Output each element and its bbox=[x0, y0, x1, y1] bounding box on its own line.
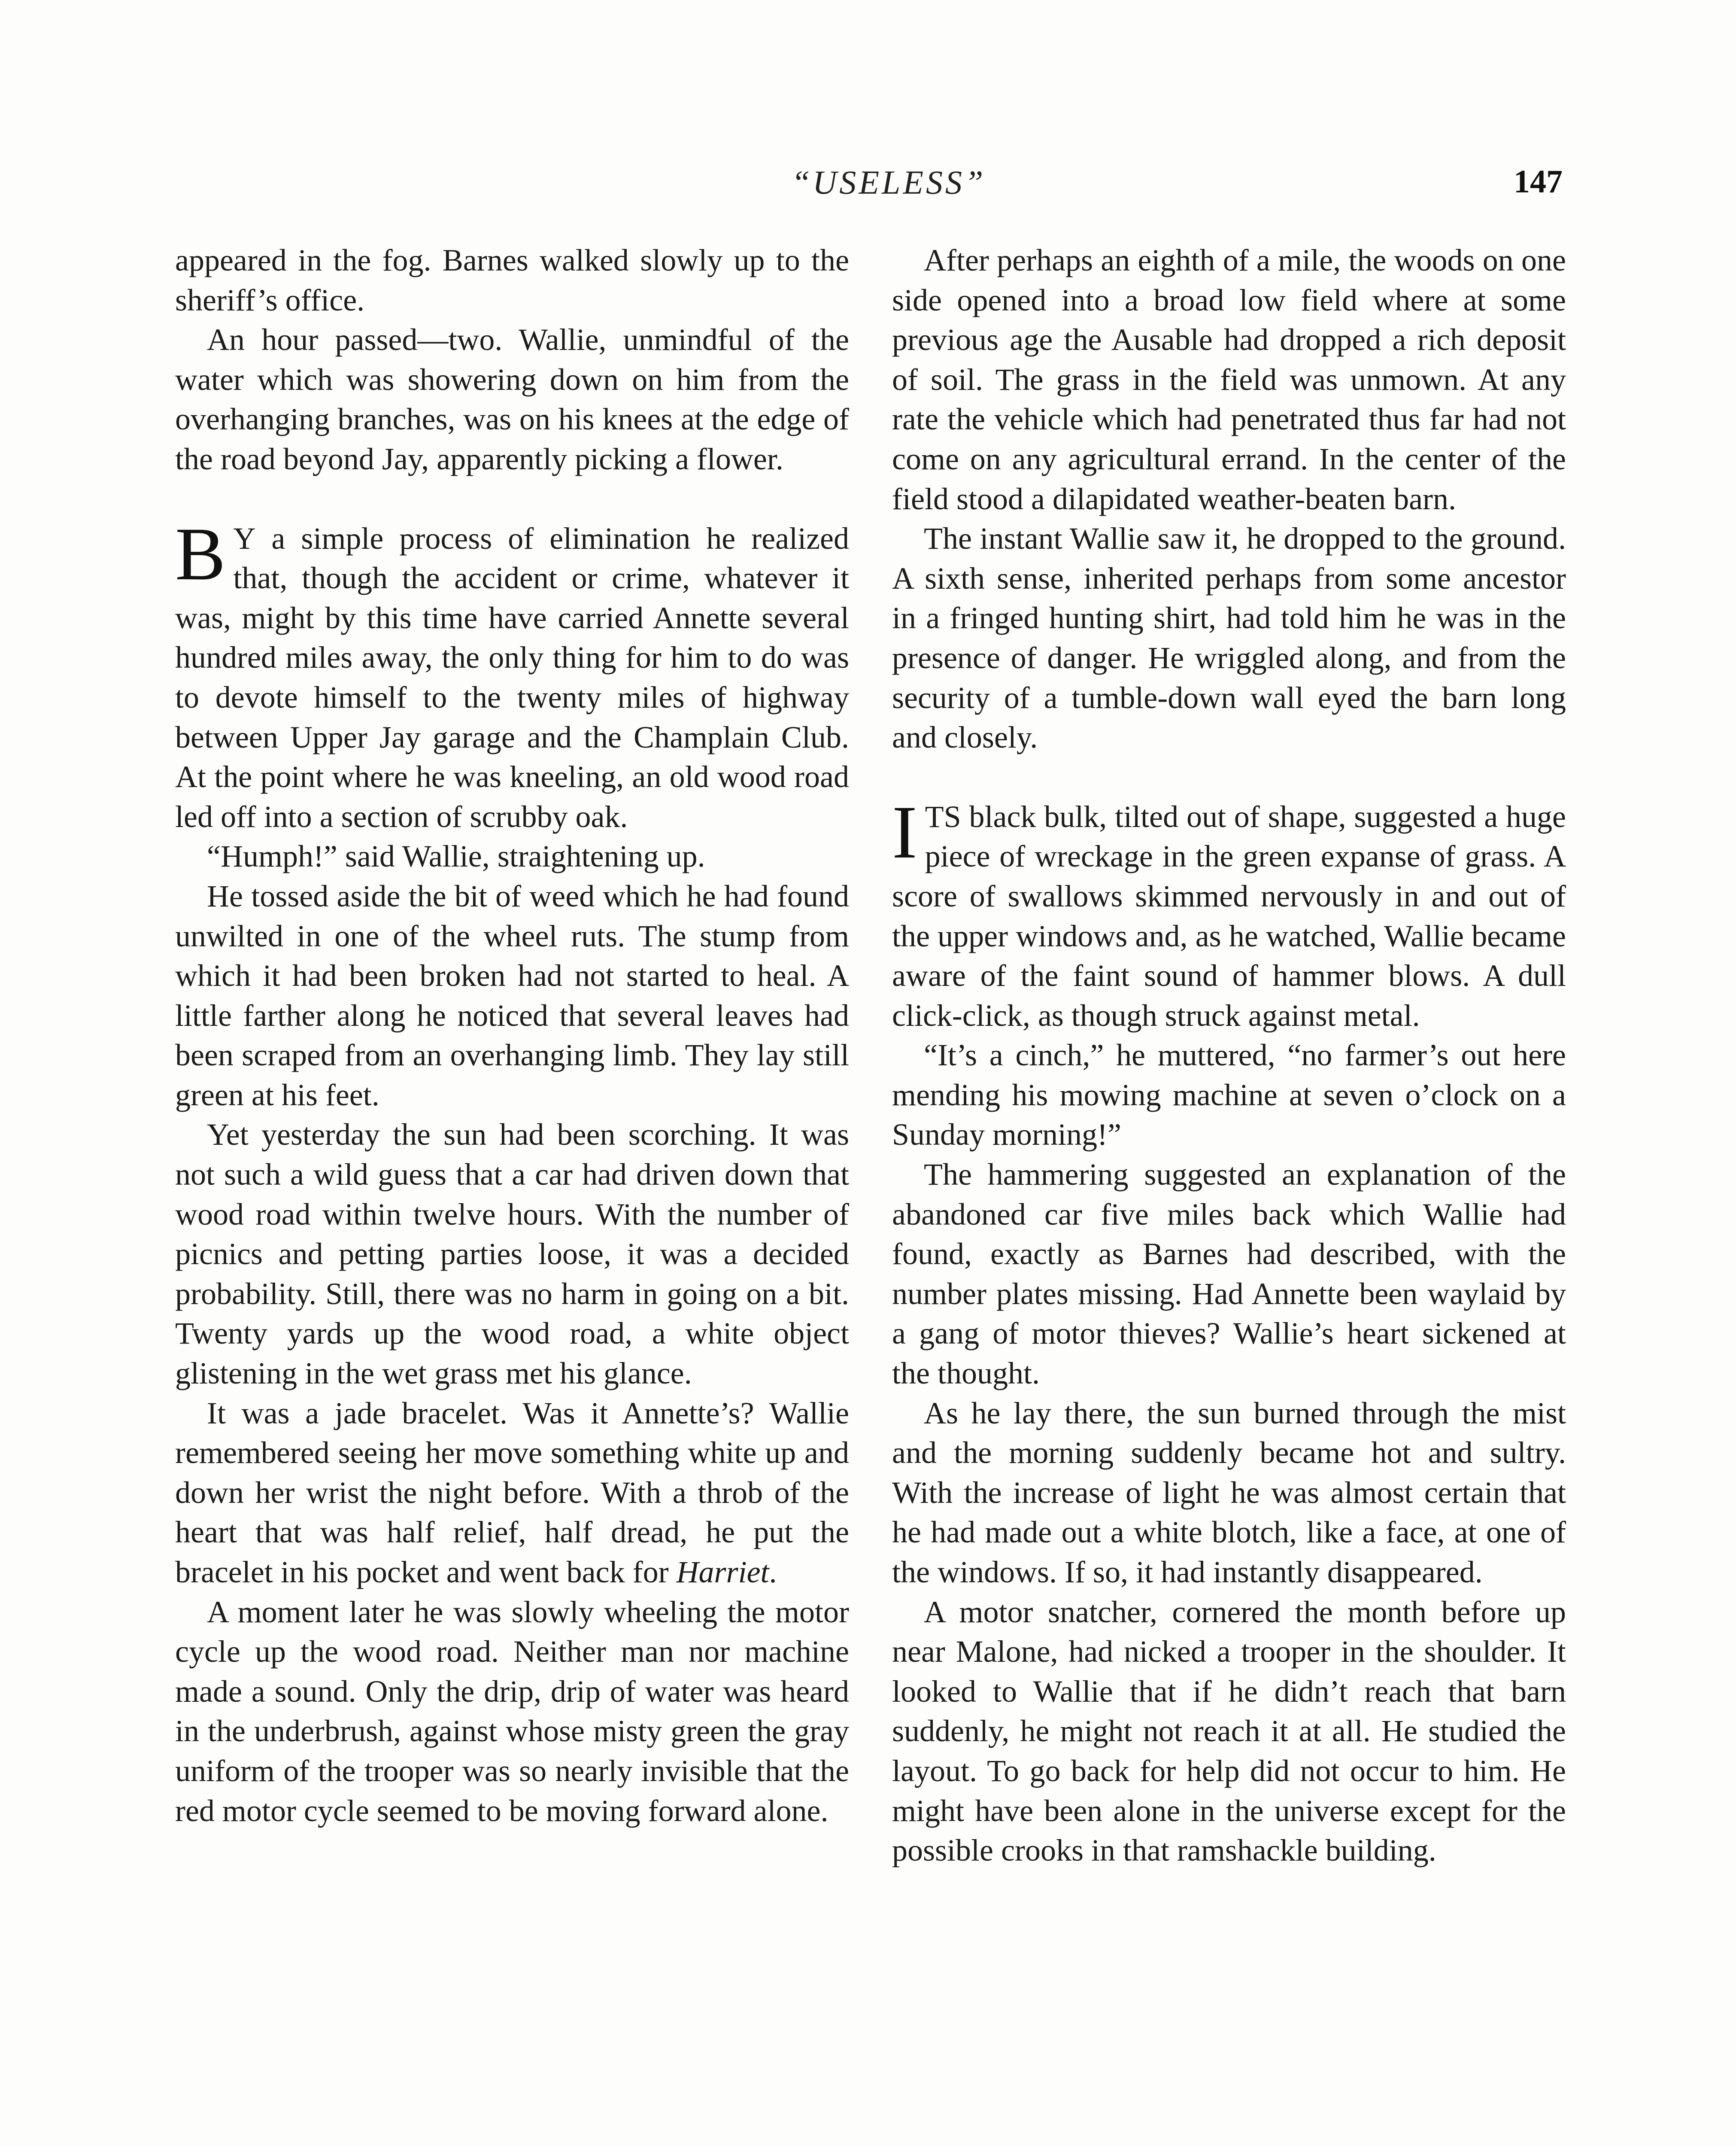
page-number: 147 bbox=[1514, 164, 1563, 200]
paragraph: Yet yesterday the sun had been scorching. It was not such a wild guess that a car had driven down that wood road within twelve hours. With the number of picnics and petting parties loose, it was a decided probability. Still, there was no harm in going on a bit. Twenty yards up the wood road, a white object glistening in the wet grass met his glance. bbox=[175, 1117, 849, 1391]
section-break bbox=[892, 757, 1566, 797]
paragraph bbox=[175, 1393, 849, 1592]
paragraph-text: It was a jade bracelet. Was it Annette’s? Wallie remembered seeing her move something white up and down her wrist the night before. With a throb of the heart that was half relief, half dread, he put the bracelet in his pocket and went back for bbox=[175, 1396, 849, 1589]
paragraph: “It’s a cinch,” he muttered, “no farmer’s out here mending his mowing machine at seven o’clock on a Sunday morning!” bbox=[892, 1038, 1566, 1152]
paragraph-text: a simple process of elimination he realized that, though the accident or crime, whatever it was, might by this time have carried Annette several hundred miles away, the only thing for him to do was to devote himself to the twenty miles of highway between Upper Jay garage and the Champlain Club. At the point where he was kneeling, an old wood road led off into a section of scrubby oak. bbox=[175, 521, 849, 834]
small-caps-lead: Y bbox=[233, 521, 256, 556]
paragraph-text: black bulk, tilted out of shape, suggested a huge piece of wreckage in the green expanse of grass. A score of swallows skimmed nervously in and out of the upper windows and, as he watched, Wallie became aware of the faint sound of hammer blows. A dull click-click, as though struck against metal. bbox=[892, 799, 1566, 1033]
running-head: “USELESS” bbox=[791, 164, 986, 201]
paragraph: A motor snatcher, cornered the month before up near Malone, had nicked a trooper in the shoulder. It looked to Wallie that if he didn’t reach that barn suddenly, he might not reach it at all. He studied the layout. To go back for help did not occur to him. He might have been alone in the universe except for the possible crooks in that ramshackle building. bbox=[892, 1594, 1566, 1868]
paragraph: An hour passed—two. Wallie, unmindful of the water which was showering down on him from the overhanging branches, was on his knees at the edge of the road beyond Jay, apparently picking a flower. bbox=[175, 322, 849, 476]
section-opening-paragraph bbox=[175, 512, 849, 837]
paragraph: The hammering suggested an explanation of the abandoned car five miles back which Wallie had found, exactly as Barnes had described, with the number plates missing. Had Annette been waylaid by a gang of motor thieves? Wallie’s heart sickened at the thought. bbox=[892, 1157, 1566, 1391]
paragraph: “Humph!” said Wallie, straightening up. bbox=[207, 839, 705, 874]
small-caps-lead: TS bbox=[925, 799, 961, 834]
paragraph: As he lay there, the sun burned through the mist and the morning suddenly became hot and sultry. With the increase of light he was almost certain that he had made out a white blotch, like a face, at one of the windows. If so, it had instantly disappeared. bbox=[892, 1396, 1566, 1589]
left-column bbox=[175, 240, 849, 1831]
paragraph: After perhaps an eighth of a mile, the woods on one side opened into a broad low field where at some previous age the Ausable had dropped a rich deposit of soil. The grass in the field was unmown. At any rate the vehicle which had penetrated thus far had not come on any agricultural errand. In the center of the field stood a dilapidated weather-beaten barn. bbox=[892, 243, 1566, 516]
drop-cap: B bbox=[175, 512, 226, 596]
section-break bbox=[175, 479, 849, 519]
drop-cap: I bbox=[892, 790, 917, 874]
section-opening-paragraph bbox=[892, 790, 1566, 1036]
italic-name: Harriet bbox=[676, 1555, 769, 1589]
paragraph: A moment later he was slowly wheeling the motor cycle up the wood road. Neither man nor machine made a sound. Only the drip, drip of water was heard in the underbrush, against whose misty green the gray uniform of the trooper was so nearly invisible that the red motor cycle seemed to be moving forward alone. bbox=[175, 1594, 849, 1828]
right-column bbox=[892, 240, 1566, 1870]
paragraph: The instant Wallie saw it, he dropped to the ground. A sixth sense, inherited perhaps from some ancestor in a fringed hunting shirt, had told him he was in the presence of danger. He wriggled along, and from the security of a tumble-down wall eyed the barn long and closely. bbox=[892, 521, 1566, 755]
paragraph: He tossed aside the bit of weed which he had found unwilted in one of the wheel ruts. The stump from which it had been broken had not started to heal. A little farther along he noticed that several leaves had been scraped from an overhanging limb. They lay still green at his feet. bbox=[175, 879, 849, 1112]
paragraph: appeared in the fog. Barnes walked slowly up to the sheriff’s office. bbox=[175, 243, 849, 317]
paragraph-text: . bbox=[769, 1555, 777, 1589]
